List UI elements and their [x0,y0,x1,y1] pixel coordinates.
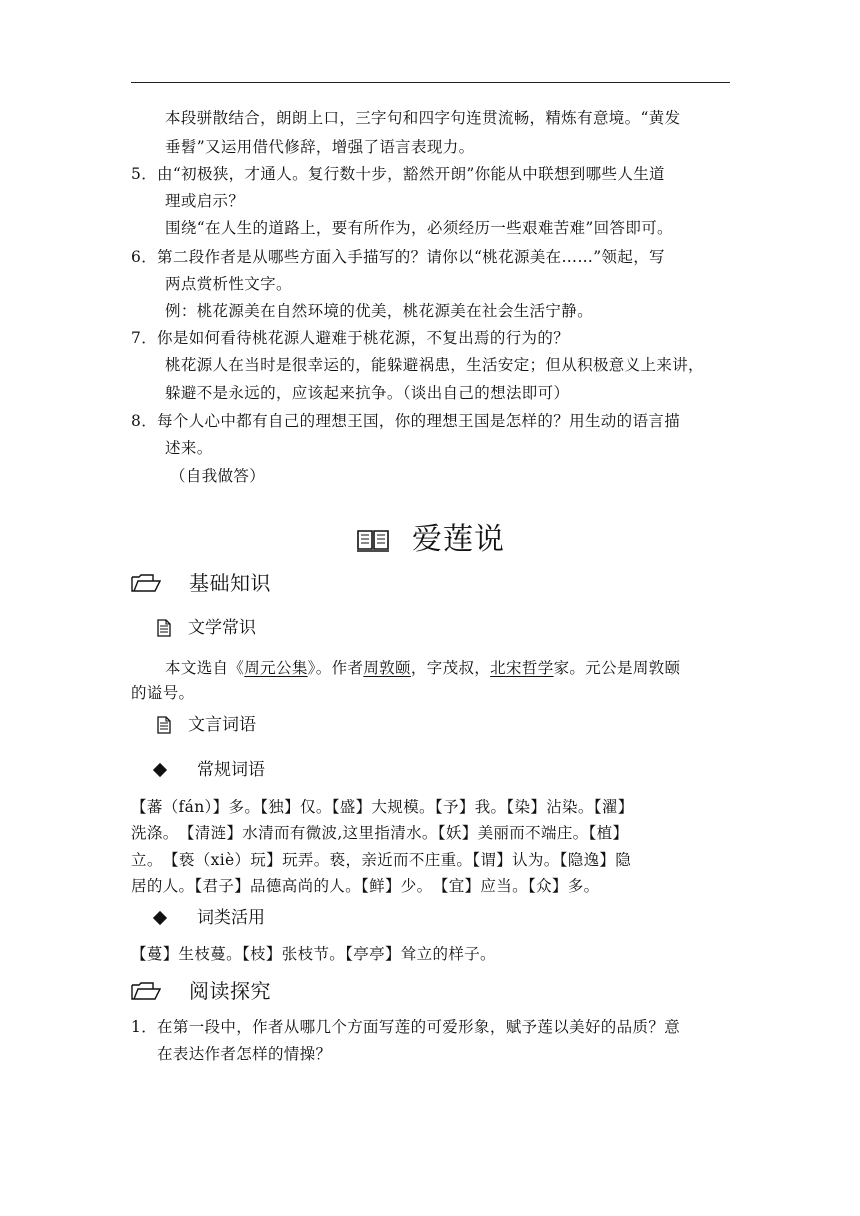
document-icon [157,716,171,734]
subsection-classical-vocab [157,715,256,735]
text-run: ，字茂叔， [410,659,491,677]
question-6-line-2: 两点赏析性文字。 [165,275,292,293]
answer-7-line-2: 躲避不是永远的，应该起来抗争。（谈出自己的想法即可） [165,384,570,402]
author-era: 北宋哲学 [490,659,554,677]
open-book-icon [356,527,390,553]
text-run: 》。作者 [307,659,364,677]
subsection-title: 文言词语 [188,715,256,735]
word-class-shift-line-1: 【蔓】生枝蔓。【枝】张枝节。【亭亭】耸立的样子。 [131,945,496,963]
author-name: 周敦颐 [363,659,411,677]
question-text: 在第一段中，作者从哪几个方面写莲的可爱形象，赋予莲以美好的品质？意 [157,1018,681,1036]
question-number: 5． [131,165,158,183]
subsection-literary-knowledge [157,618,256,638]
lesson-heading [356,522,505,558]
question-text: 每个人心中都有自己的理想王国，你的理想王国是怎样的？用生动的语言描 [157,412,681,430]
reading-question-1-line-2: 在表达作者怎样的情操？ [157,1045,332,1063]
text-run: 家。元公是周敦颐 [553,659,681,677]
reading-question-1 [131,1019,680,1035]
literary-paragraph-line-2: 的谥号。 [131,684,195,702]
diamond-bullet-icon [153,763,167,777]
document-icon [157,619,171,637]
common-words-line-4: 居的人。【君子】品德高尚的人。【鲜】少。 【宜】应当。【众】多。 [131,877,600,895]
question-number: 6． [131,248,158,266]
heading-label: 词类活用 [197,908,265,928]
question-number: 8． [131,412,158,430]
folder-icon [131,573,161,593]
question-8-line-2: 述来。 [165,439,213,457]
lesson-title: 爱莲说 [412,522,505,557]
answer-4-line-2: 垂髫”又运用借代修辞，增强了语言表现力。 [165,138,475,156]
common-words-line-2: 洗涤。 【清涟】水清而有微波,这里指清水。【妖】美丽而不端庄。【植】 [131,824,629,842]
common-words-line-3: 立。 【亵（xiè）玩】玩弄。亵，亲近而不庄重。【谓】认为。【隐逸】隐 [131,851,632,869]
question-text: 你是如何看待桃花源人避难于桃花源，不复出焉的行为的？ [157,329,570,347]
text-run: 本文选自《 [165,659,245,677]
heading-common-words [152,760,265,780]
literary-paragraph-line-1 [165,660,680,676]
book-name: 周元公集 [244,659,308,677]
answer-4-line-1: 本段骈散结合，朗朗上口，三字句和四字句连贯流畅，精炼有意境。“黄发 [165,109,681,127]
heading-label: 常规词语 [197,760,265,780]
diamond-bullet-icon [153,911,167,925]
common-words-line-1: 【蕃（fán）】多。【独】仅。【盛】大规模。【予】我。【染】沾染。【濯】 [131,798,634,816]
question-7 [131,330,569,346]
folder-icon [131,981,161,1001]
question-text: 第二段作者是从哪些方面入手描写的？请你以“桃花源美在……”领起，写 [157,248,665,266]
question-6 [131,249,665,265]
subsection-title: 文学常识 [188,618,256,638]
section-basic-knowledge [131,571,271,595]
question-text: 由“初极狭，才通人。复行数十步，豁然开朗”你能从中联想到哪些人生道 [157,165,665,183]
section-title: 阅读探究 [189,979,271,1003]
section-title: 基础知识 [189,571,271,595]
question-number: 7． [131,329,158,347]
answer-5: 围绕“在人生的道路上，要有所作为，必须经历一些艰难苦难”回答即可。 [165,219,673,237]
question-5-line-2: 理或启示？ [165,192,245,210]
question-5 [131,166,665,182]
answer-6: 例：桃花源美在自然环境的优美，桃花源美在社会生活宁静。 [165,302,593,320]
header-rule [131,82,730,83]
section-reading-inquiry [131,979,271,1003]
question-number: 1． [131,1018,158,1036]
heading-word-class-shift [152,908,265,928]
question-8 [131,413,680,429]
answer-8: （自我做答） [170,467,266,485]
answer-7-line-1: 桃花源人在当时是很幸运的，能躲避祸患，生活安定；但从积极意义上来讲， [165,356,704,374]
